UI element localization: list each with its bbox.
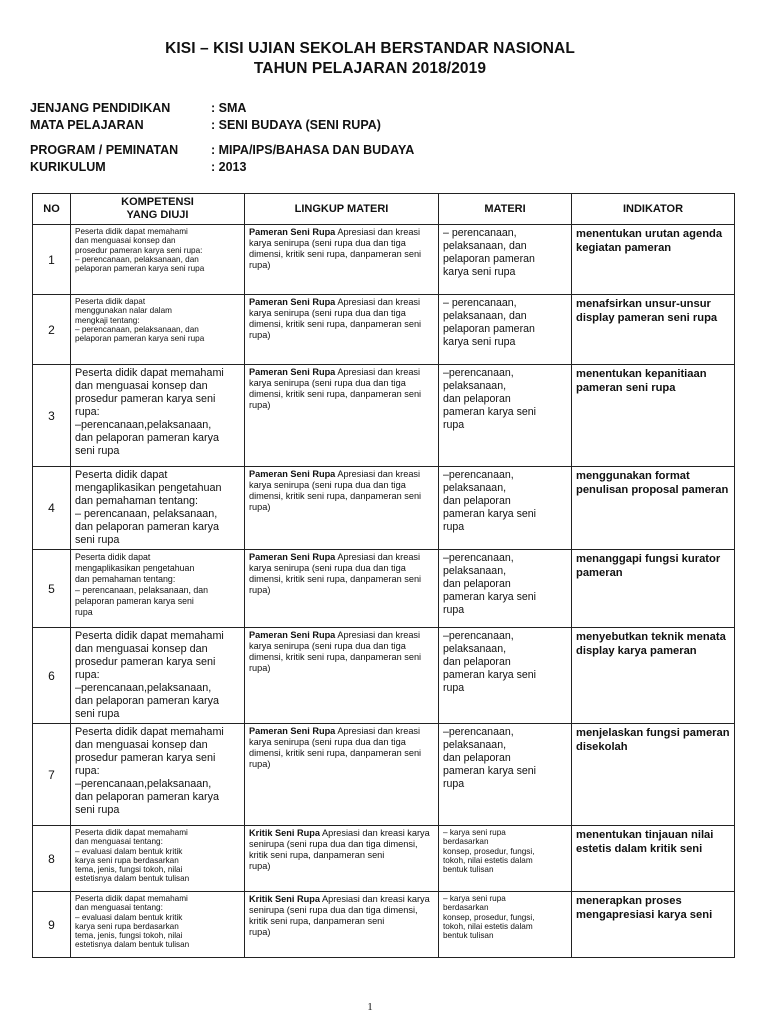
row-no: 5 [33, 550, 71, 628]
table-row [33, 826, 735, 892]
meta-value: : SMA [211, 101, 247, 115]
table-header-row [33, 194, 735, 225]
lingkup-text: Apresiasi dan kreasi karya senirupa (seni rupa dua dan tiga dimensi, kritik seni rupa, danpameran seni rupa) [249, 227, 422, 271]
row-indikator: menjelaskan fungsi pameran disekolah [572, 724, 735, 826]
lingkup-title: Pameran Seni Rupa [249, 630, 336, 640]
row-lingkup [245, 365, 439, 467]
meta-label: MATA PELAJARAN [30, 118, 144, 132]
document-title: KISI – KISI UJIAN SEKOLAH BERSTANDAR NASIONAL [165, 40, 575, 57]
row-materi: – perencanaan, pelaksanaan, dan pelaporan pameran karya seni rupa [439, 225, 572, 295]
meta-label: KURIKULUM [30, 160, 106, 174]
page-number: 1 [367, 1001, 373, 1013]
meta-value: : MIPA/IPS/BAHASA DAN BUDAYA [211, 143, 415, 157]
lingkup-title: Kritik Seni Rupa [249, 828, 320, 838]
meta-label: PROGRAM / PEMINATAN [30, 143, 179, 157]
table-row [33, 225, 735, 295]
row-kompetensi: Peserta didik dapat memahami dan menguasai konsep dan prosedur pameran karya seni rupa: –perencanaan,pelaksanaan, dan pelaporan pameran karya seni rupa [71, 724, 245, 826]
row-materi: –perencanaan, pelaksanaan, dan pelaporan pameran karya seni rupa [439, 628, 572, 724]
meta-row [30, 100, 381, 117]
row-lingkup [245, 892, 439, 958]
header-no: NO [33, 194, 71, 225]
meta-block-2 [30, 142, 414, 176]
row-kompetensi: Peserta didik dapat mengaplikasikan pengetahuan dan pemahaman tentang: – perencanaan, pelaksanaan, dan pelaporan pameran karya seni rupa [71, 550, 245, 628]
row-lingkup [245, 225, 439, 295]
meta-value: : SENI BUDAYA (SENI RUPA) [211, 118, 381, 132]
table-row [33, 295, 735, 365]
row-no: 1 [33, 225, 71, 295]
row-materi: –perencanaan, pelaksanaan, dan pelaporan pameran karya seni rupa [439, 365, 572, 467]
row-kompetensi: Peserta didik dapat memahami dan menguasai tentang: – evaluasi dalam bentuk kritik karya seni rupa berdasarkan tema, jenis, fungsi tokoh, nilai estetisnya dalam bentuk tulisan [71, 826, 245, 892]
row-indikator: menentukan tinjauan nilai estetis dalam kritik seni [572, 826, 735, 892]
header-indikator: INDIKATOR [572, 194, 735, 225]
document-subtitle: TAHUN PELAJARAN 2018/2019 [253, 60, 487, 77]
row-indikator: menanggapi fungsi kurator pameran [572, 550, 735, 628]
lingkup-text: Apresiasi dan kreasi karya senirupa (seni rupa dua dan tiga dimensi, kritik seni rupa, danpameran seni rupa) [249, 552, 422, 596]
table-row [33, 550, 735, 628]
header-materi: MATERI [439, 194, 572, 225]
lingkup-title: Pameran Seni Rupa [249, 367, 336, 377]
row-kompetensi: Peserta didik dapat memahami dan menguasai konsep dan prosedur pameran karya seni rupa: –perencanaan,pelaksanaan, dan pelaporan pameran karya seni rupa [71, 628, 245, 724]
row-indikator: menggunakan format penulisan proposal pameran [572, 467, 735, 550]
row-lingkup [245, 295, 439, 365]
row-indikator: menentukan kepanitiaan pameran seni rupa [572, 365, 735, 467]
lingkup-title: Pameran Seni Rupa [249, 297, 336, 307]
table-row [33, 892, 735, 958]
row-no: 9 [33, 892, 71, 958]
lingkup-title: Pameran Seni Rupa [249, 227, 336, 237]
lingkup-text: Apresiasi dan kreasi karya senirupa (seni rupa dua dan tiga dimensi, kritik seni rupa, danpameran seni rupa) [249, 894, 430, 938]
row-kompetensi: Peserta didik dapat memahami dan menguasai tentang: – evaluasi dalam bentuk kritik karya seni rupa berdasarkan tema, jenis, fungsi tokoh, nilai estetisnya dalam bentuk tulisan [71, 892, 245, 958]
table-row [33, 467, 735, 550]
row-indikator: menafsirkan unsur-unsur display pameran seni rupa [572, 295, 735, 365]
table-row [33, 365, 735, 467]
row-no: 7 [33, 724, 71, 826]
row-kompetensi: Peserta didik dapat mengaplikasikan pengetahuan dan pemahaman tentang: – perencanaan, pelaksanaan, dan pelaporan pameran karya seni rupa [71, 467, 245, 550]
meta-label: JENJANG PENDIDIKAN [30, 101, 171, 115]
lingkup-title: Pameran Seni Rupa [249, 726, 336, 736]
row-no: 6 [33, 628, 71, 724]
meta-row [30, 159, 414, 176]
lingkup-text: Apresiasi dan kreasi karya senirupa (seni rupa dua dan tiga dimensi, kritik seni rupa, danpameran seni rupa) [249, 297, 422, 341]
table-row [33, 628, 735, 724]
row-indikator: menyebutkan teknik menata display karya pameran [572, 628, 735, 724]
row-kompetensi: Peserta didik dapat memahami dan menguasai konsep dan prosedur pameran karya seni rupa: – perencanaan, pelaksanaan, dan pelaporan pameran karya seni rupa [71, 225, 245, 295]
row-materi: – karya seni rupa berdasarkan konsep, prosedur, fungsi, tokoh, nilai estetis dalam bentuk tulisan [439, 826, 572, 892]
lingkup-text: Apresiasi dan kreasi karya senirupa (seni rupa dua dan tiga dimensi, kritik seni rupa, danpameran seni rupa) [249, 367, 422, 411]
row-no: 2 [33, 295, 71, 365]
row-lingkup [245, 826, 439, 892]
lingkup-text: Apresiasi dan kreasi karya senirupa (seni rupa dua dan tiga dimensi, kritik seni rupa, danpameran seni rupa) [249, 469, 422, 513]
kisi-table [32, 193, 735, 958]
row-lingkup [245, 467, 439, 550]
lingkup-text: Apresiasi dan kreasi karya senirupa (seni rupa dua dan tiga dimensi, kritik seni rupa, danpameran seni rupa) [249, 828, 430, 872]
lingkup-text: Apresiasi dan kreasi karya senirupa (seni rupa dua dan tiga dimensi, kritik seni rupa, danpameran seni rupa) [249, 630, 422, 674]
lingkup-title: Pameran Seni Rupa [249, 552, 336, 562]
row-indikator: menentukan urutan agenda kegiatan pameran [572, 225, 735, 295]
row-indikator: menerapkan proses mengapresiasi karya seni [572, 892, 735, 958]
row-materi: –perencanaan, pelaksanaan, dan pelaporan pameran karya seni rupa [439, 467, 572, 550]
row-materi: –perencanaan, pelaksanaan, dan pelaporan pameran karya seni rupa [439, 724, 572, 826]
header-kompetensi: KOMPETENSI YANG DIUJI [71, 194, 245, 225]
meta-value: : 2013 [211, 160, 247, 174]
table-row [33, 724, 735, 826]
row-materi: –perencanaan, pelaksanaan, dan pelaporan pameran karya seni rupa [439, 550, 572, 628]
row-lingkup [245, 628, 439, 724]
row-lingkup [245, 724, 439, 826]
row-materi: – karya seni rupa berdasarkan konsep, prosedur, fungsi, tokoh, nilai estetis dalam bentuk tulisan [439, 892, 572, 958]
header-lingkup: LINGKUP MATERI [245, 194, 439, 225]
meta-block-1 [30, 100, 381, 134]
row-no: 8 [33, 826, 71, 892]
lingkup-title: Kritik Seni Rupa [249, 894, 320, 904]
row-kompetensi: Peserta didik dapat memahami dan menguasai konsep dan prosedur pameran karya seni rupa: –perencanaan,pelaksanaan, dan pelaporan pameran karya seni rupa [71, 365, 245, 467]
row-kompetensi: Peserta didik dapat menggunakan nalar dalam mengkaji tentang: – perencanaan, pelaksanaan, dan pelaporan pameran karya seni rupa [71, 295, 245, 365]
lingkup-title: Pameran Seni Rupa [249, 469, 336, 479]
row-lingkup [245, 550, 439, 628]
row-materi: – perencanaan, pelaksanaan, dan pelaporan pameran karya seni rupa [439, 295, 572, 365]
row-no: 3 [33, 365, 71, 467]
lingkup-text: Apresiasi dan kreasi karya senirupa (seni rupa dua dan tiga dimensi, kritik seni rupa, danpameran seni rupa) [249, 726, 422, 770]
meta-row [30, 117, 381, 134]
row-no: 4 [33, 467, 71, 550]
meta-row [30, 142, 414, 159]
